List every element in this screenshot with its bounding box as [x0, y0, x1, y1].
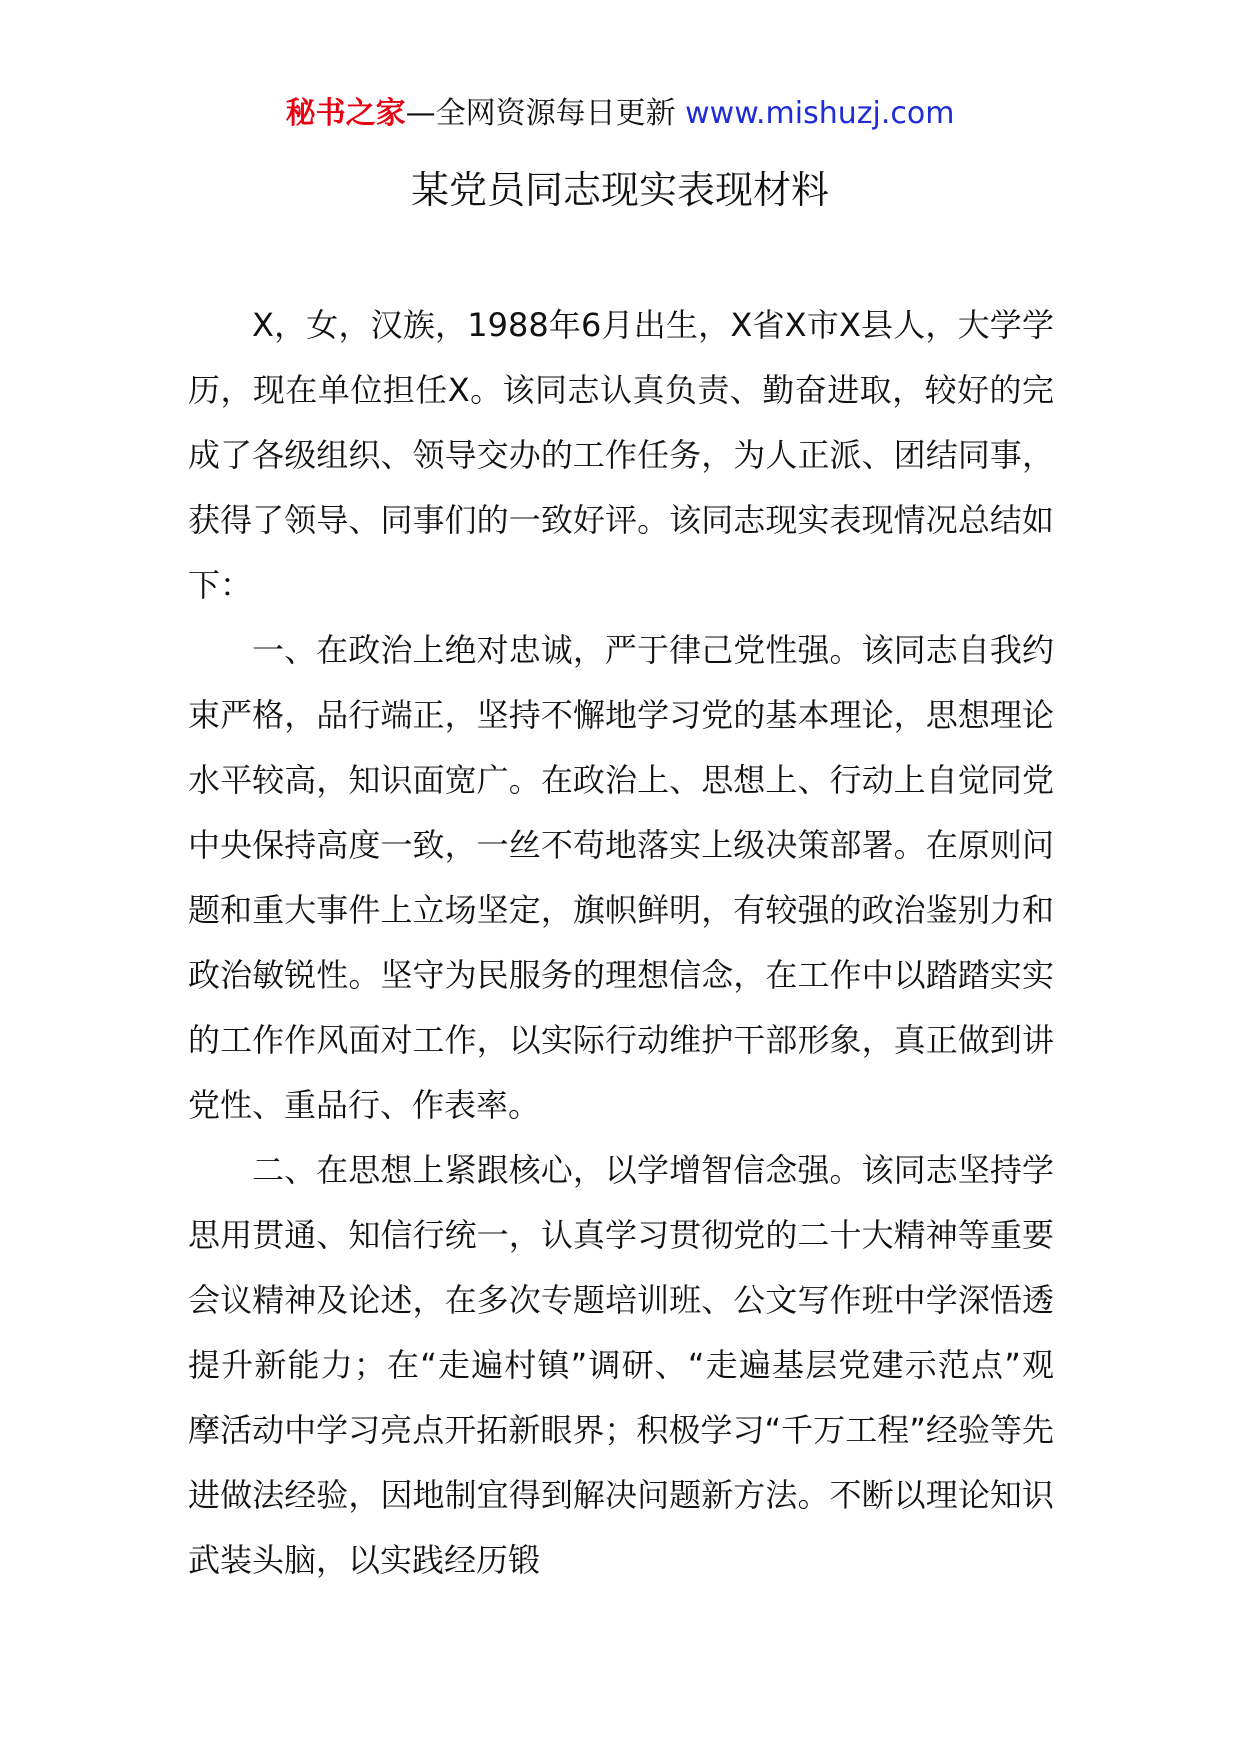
site-header	[0, 94, 1240, 134]
brand-name: 秘书之家	[285, 96, 406, 131]
paragraph-ideological: 二、在思想上紧跟核心，以学增智信念强。该同志坚持学思用贯通、知信行统一，认真学习贯彻党的二十大精神等重要会议精神及论述，在多次专题培训班、公文写作班中学深悟透提升新能力；在“走遍村镇”调研、“走遍基层党建示范点”观摩活动中学习亮点开拓新眼界；积极学习“千万工程”经验等先进做法经验，因地制宜得到解决问题新方法。不断以理论知识武装头脑，以实践经历锻	[188, 1151, 1054, 1579]
paragraph-political-loyalty: 一、在政治上绝对忠诚，严于律己党性强。该同志自我约束严格，品行端正，坚持不懈地学习党的基本理论，思想理论水平较高，知识面宽广。在政治上、思想上、行动上自觉同党中央保持高度一致，一丝不苟地落实上级决策部署。在原则问题和重大事件上立场坚定，旗帜鲜明，有较强的政治鉴别力和政治敏锐性。坚守为民服务的理想信念，在工作中以踏踏实实的工作作风面对工作，以实际行动维护干部形象，真正做到讲党性、重品行、作表率。	[188, 631, 1054, 1124]
site-url-link[interactable]: www.mishuzj.com	[685, 96, 955, 131]
document-body	[188, 293, 1054, 1593]
header-slogan: —全网资源每日更新	[405, 96, 676, 131]
paragraph-intro: X，女，汉族，1988年6月出生，X省X市X县人，大学学历，现在单位担任X。该同志认真负责、勤奋进取，较好的完成了各级组织、领导交办的工作任务，为人正派、团结同事，获得了领导、同事们的一致好评。该同志现实表现情况总结如下：	[188, 306, 1054, 604]
document-title: 某党员同志现实表现材料	[410, 168, 829, 212]
